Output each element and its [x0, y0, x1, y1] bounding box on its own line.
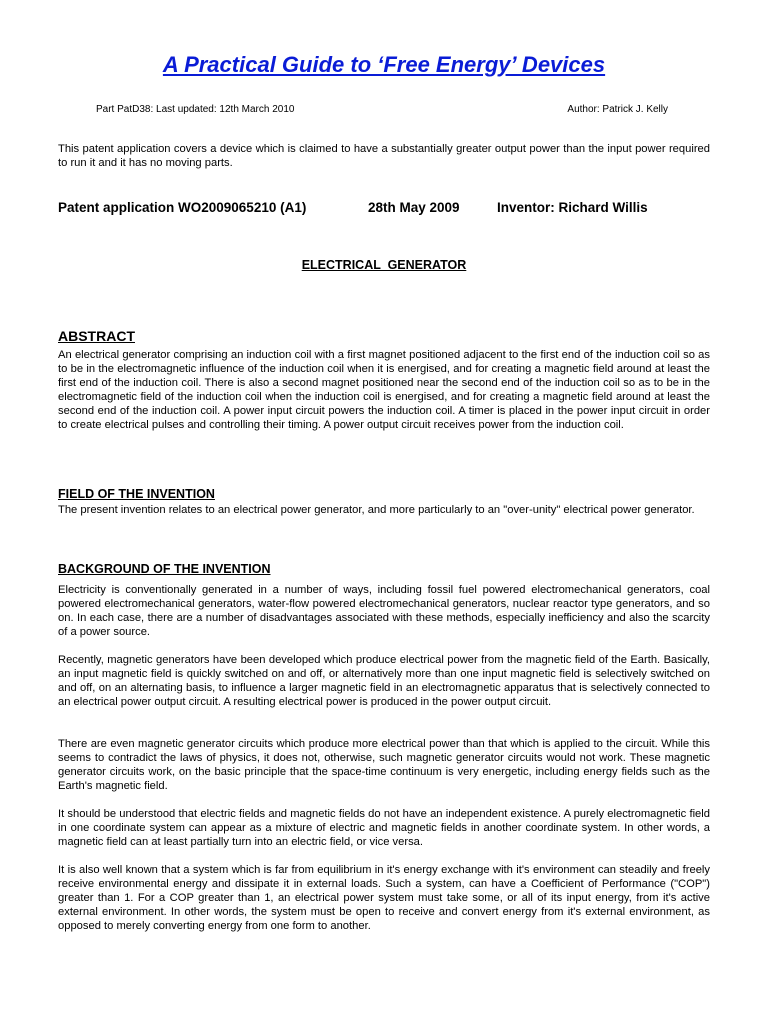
patent-date: 28th May 2009 — [368, 200, 460, 215]
intro-paragraph: This patent application covers a device which is claimed to have a substantially greater output power than the input power required to run it and it has no moving parts. — [58, 143, 710, 169]
abstract-paragraph: An electrical generator comprising an induction coil with a first magnet positioned adjacent to the first end of the induction coil so as to be in the electromagnetic influence of the induction coil when it is energised, and for creating a magnetic field around at least the first end of the induction coil. There is also a second magnet positioned near the second end of the induction coil so as to be in the electromagnetic field of the induction coil when the induction coil is energised, and for creating a magnetic field around at least the second end of the induction coil. A power input circuit powers the induction coil. A timer is placed in the power input circuit in order to create electrical pulses and controlling their timing. A power output circuit receives power from the induction coil. — [58, 349, 710, 431]
background-paragraph-5: It is also well known that a system which is far from equilibrium in it's energy exchange with it's environment can steadily and freely receive environmental energy and dissipate it in external loads. Such a system, can have a Coefficient of Performance ("COP") greater than 1. For a COP greater than 1, an electrical power system must take some, or all of its input energy, from it's active external environment. In other words, the system must be open to receive and convert energy from it's external environment, as opposed to merely converting energy from one form to another. — [58, 864, 710, 932]
author-info: Author: Patrick J. Kelly — [567, 104, 668, 115]
abstract-heading: ABSTRACT — [58, 328, 135, 344]
background-heading: BACKGROUND OF THE INVENTION — [58, 562, 271, 576]
background-paragraph-3: There are even magnetic generator circuits which produce more electrical power than that which is applied to the circuit. While this seems to contradict the laws of physics, it does not, otherwise, such magnetic generator circuits would not work. These magnetic generator circuits work, on the basic principle that the space-time continuum is very energetic, including energy fields such as the Earth's magnetic field. — [58, 738, 710, 792]
background-paragraph-2: Recently, magnetic generators have been developed which produce electrical power from the magnetic field of the Earth. Basically, an input magnetic field is quickly switched on and off, or alternatively more than one input magnetic field is selectively switched on and off, on an alternating basis, to influence a larger magnetic field in an electromagnetic apparatus that is selectively connected to an electrical power output circuit. A resulting electrical power is produced in the power output circuit. — [58, 654, 710, 708]
field-paragraph: The present invention relates to an electrical power generator, and more particularly to an "over-unity" electrical power generator. — [58, 504, 695, 516]
background-paragraph-1: Electricity is conventionally generated in a number of ways, including fossil fuel powered electromechanical generators, coal powered electromechanical generators, water-flow powered electromechanical generators, nuclear reactor type generators, and so on. In each case, there are a number of disadvantages associated with these methods, especially inefficiency and also the scarcity of a power source. — [58, 584, 710, 638]
patent-application-number: Patent application WO2009065210 (A1) — [58, 200, 307, 215]
background-paragraph-4: It should be understood that electric fields and magnetic fields do not have an independent existence. A purely electromagnetic field in one coordinate system can appear as a mixture of electric and magnetic fields in another coordinate system. In other words, a magnetic field can at least partially turn into an electric field, or vice versa. — [58, 808, 710, 848]
part-info: Part PatD38: Last updated: 12th March 2010 — [96, 104, 295, 115]
patent-inventor: Inventor: Richard Willis — [497, 200, 648, 215]
document-title: A Practical Guide to ‘Free Energy’ Devices — [162, 52, 606, 77]
field-heading: FIELD OF THE INVENTION — [58, 487, 215, 501]
invention-heading: ELECTRICAL GENERATOR — [301, 258, 467, 272]
